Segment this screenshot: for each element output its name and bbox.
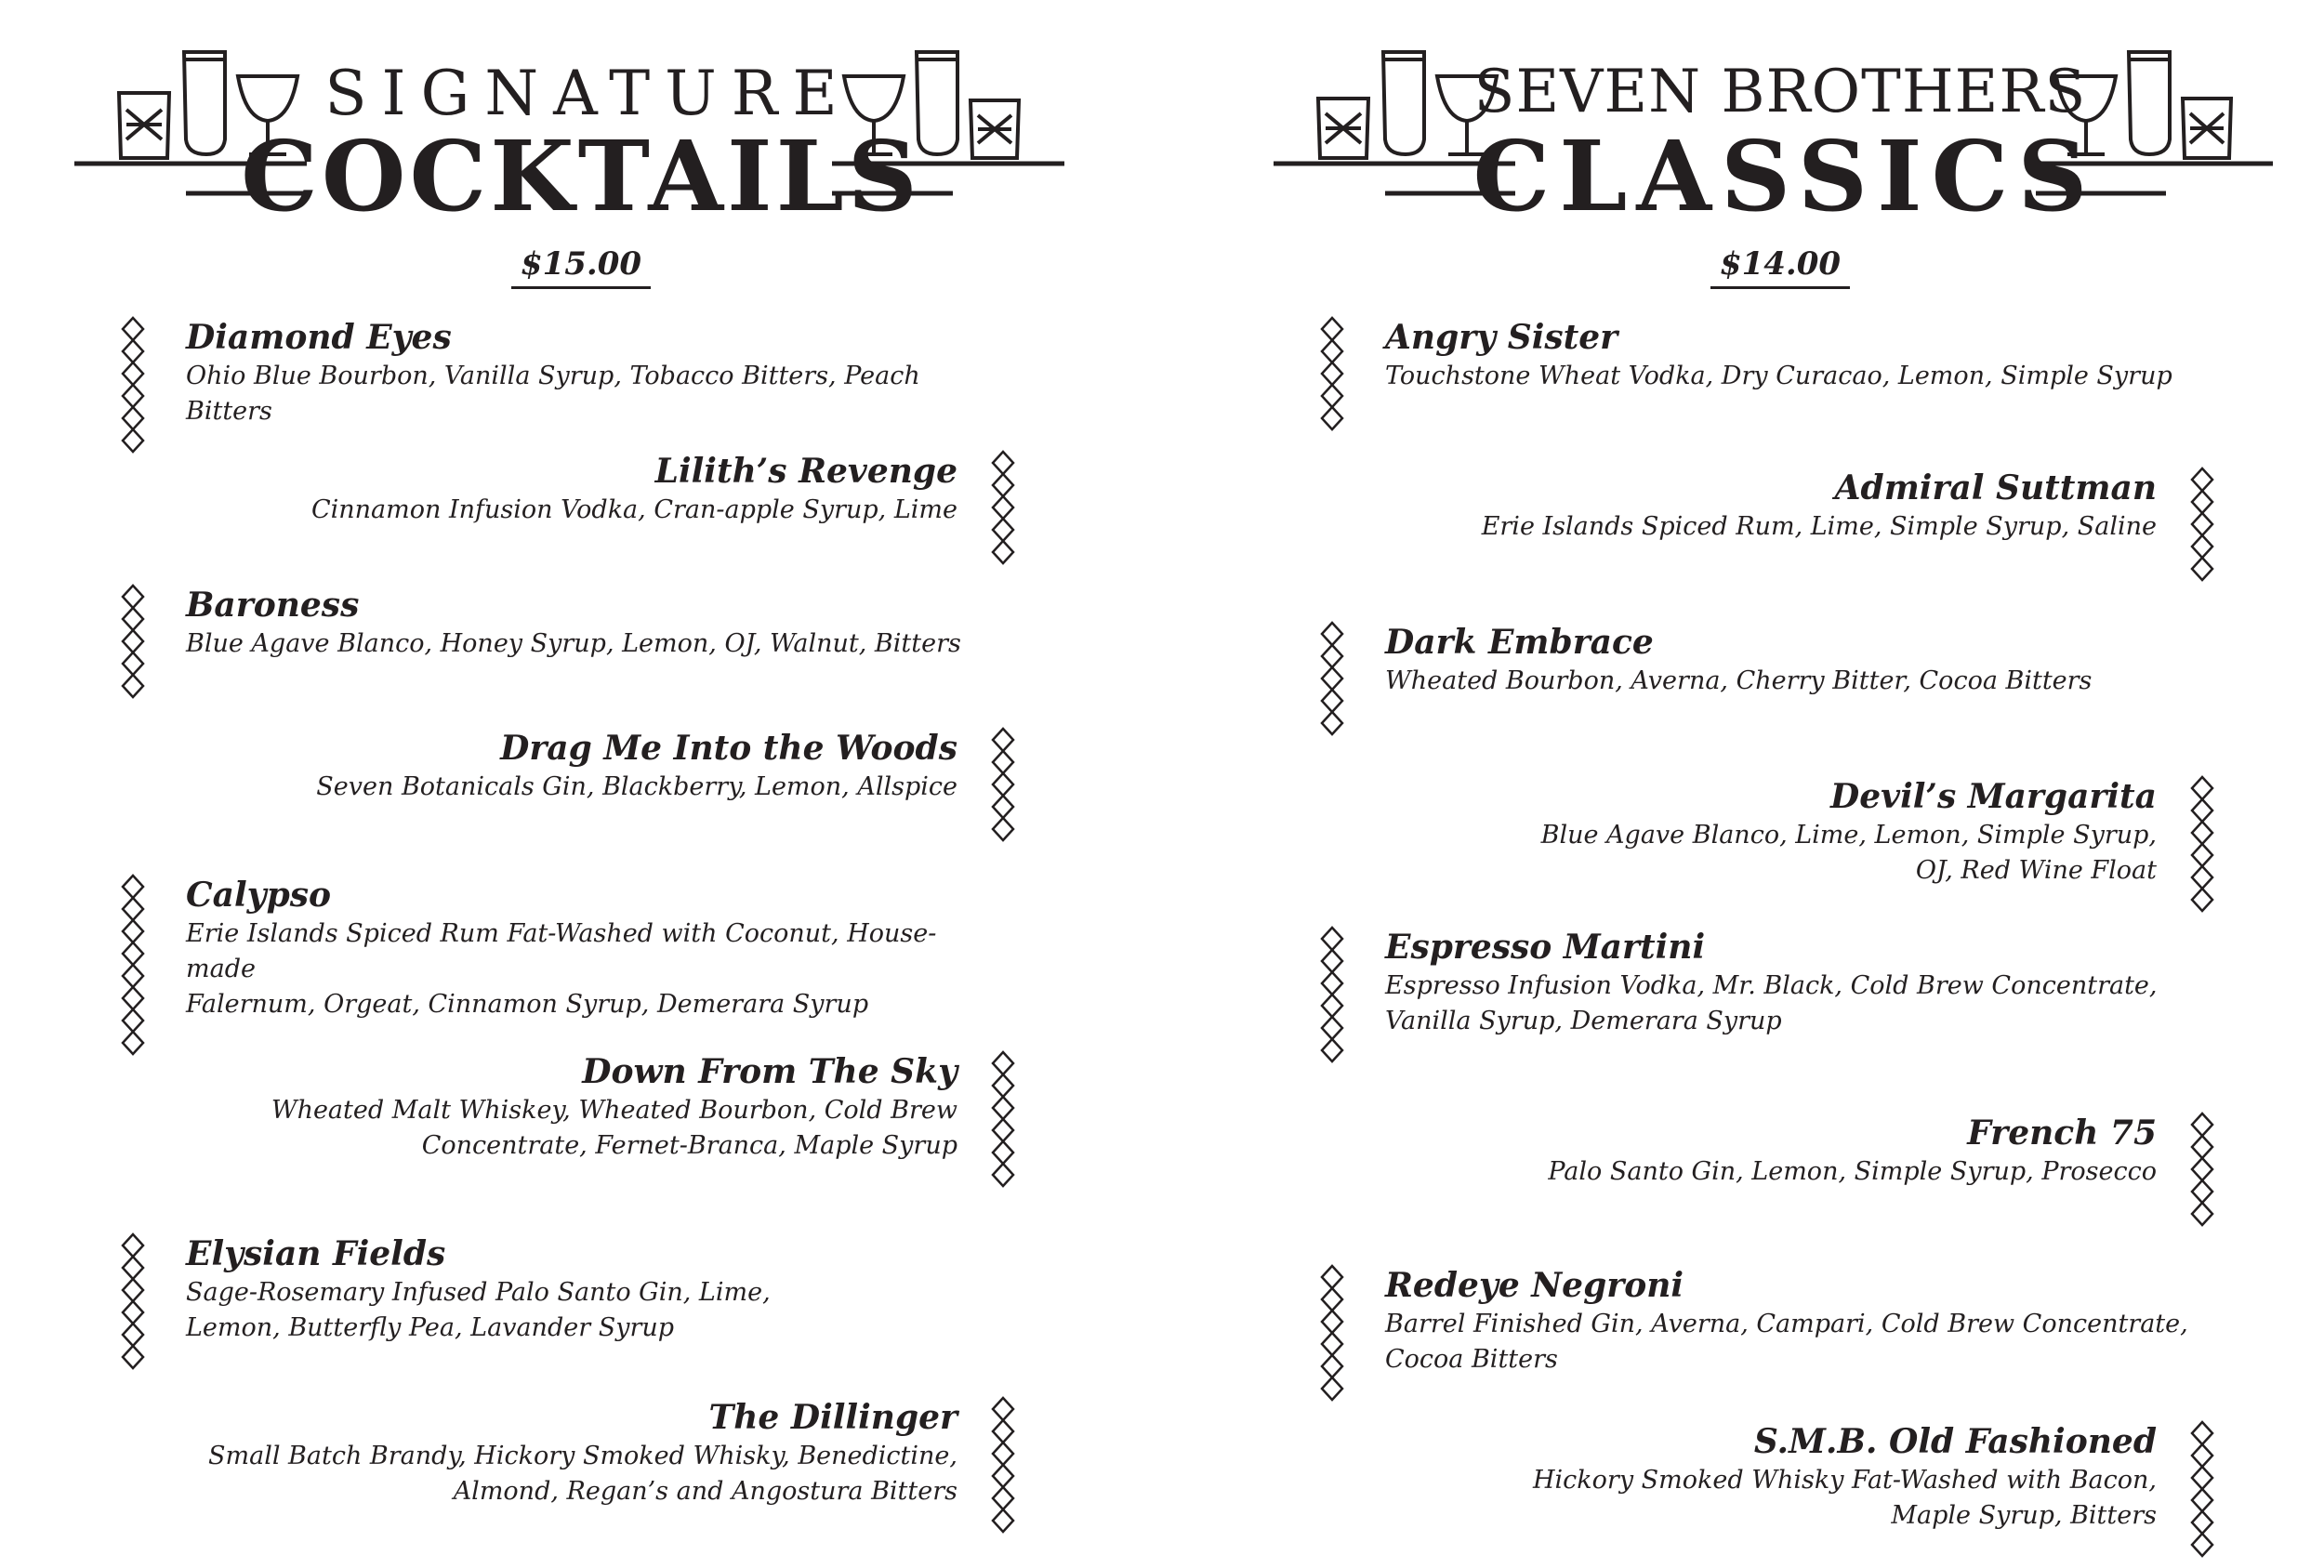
menu-item xyxy=(139,1050,957,1164)
menu-price: $15.00 xyxy=(0,245,1162,289)
item-name: S.M.B. Old Fashioned xyxy=(1753,1422,2157,1461)
menu-item xyxy=(186,584,1004,662)
menu-item xyxy=(139,450,957,528)
item-description: Palo Santo Gin, Lemon, Simple Syrup, Prosecco xyxy=(1548,1157,2157,1186)
menu-item xyxy=(186,1232,1004,1346)
item-name: Angry Sister xyxy=(1385,318,1618,357)
diamond-divider-icon xyxy=(1320,621,1344,738)
item-name: Redeye Negroni xyxy=(1385,1266,1684,1305)
diamond-divider-icon xyxy=(991,727,1015,844)
menu-item xyxy=(186,316,1004,429)
diamond-divider-icon xyxy=(121,316,145,455)
item-name: The Dillinger xyxy=(708,1398,957,1437)
item-description: Seven Botanicals Gin, Blackberry, Lemon, Allspice xyxy=(316,772,957,801)
diamond-divider-icon xyxy=(991,1396,1015,1535)
item-description: Small Batch Brandy, Hickory Smoked Whisky, Benedictine, Almond, Regan’s and Angostura Bitters xyxy=(208,1442,957,1506)
item-description: Cinnamon Infusion Vodka, Cran-apple Syrup, Lime xyxy=(310,495,957,524)
menu-item xyxy=(186,874,1004,1022)
menu-title-main: COCKTAILS xyxy=(241,119,921,233)
item-description: Wheated Bourbon, Averna, Cherry Bitter, Cocoa Bitters xyxy=(1385,666,2093,695)
menu-item xyxy=(1385,621,2203,699)
item-description: Blue Agave Blanco, Honey Syrup, Lemon, OJ, Walnut, Bitters xyxy=(186,629,961,658)
diamond-divider-icon xyxy=(121,584,145,701)
menu-item xyxy=(1339,775,2157,889)
item-description: Barrel Finished Gin, Averna, Campari, Cold Brew Concentrate, Cocoa Bitters xyxy=(1385,1310,2188,1374)
item-description: Wheated Malt Whiskey, Wheated Bourbon, Cold Brew Concentrate, Fernet-Branca, Maple Syrup xyxy=(271,1096,957,1160)
item-name: Diamond Eyes xyxy=(186,318,452,357)
menu-item xyxy=(1339,1420,2157,1534)
diamond-divider-icon xyxy=(2190,775,2214,915)
item-name: Admiral Suttman xyxy=(1834,468,2157,507)
diamond-divider-icon xyxy=(2190,1420,2214,1560)
item-name: Down From The Sky xyxy=(582,1052,957,1091)
diamond-divider-icon xyxy=(2190,467,2214,584)
menu-item xyxy=(1385,316,2203,394)
menu-item xyxy=(1385,926,2203,1039)
diamond-divider-icon xyxy=(1320,316,1344,433)
item-description: Erie Islands Spiced Rum, Lime, Simple Syrup, Saline xyxy=(1481,512,2157,541)
item-description: Sage-Rosemary Infused Palo Santo Gin, Lime, Lemon, Butterfly Pea, Lavander Syrup xyxy=(186,1278,771,1342)
menu-header xyxy=(0,0,1162,242)
diamond-divider-icon xyxy=(2190,1112,2214,1229)
menu-item xyxy=(1385,1264,2203,1377)
menu-price: $14.00 xyxy=(1199,245,2324,289)
item-name: Drag Me Into the Woods xyxy=(500,729,957,768)
item-description: Blue Agave Blanco, Lime, Lemon, Simple Syrup, OJ, Red Wine Float xyxy=(1540,821,2157,885)
item-name: Baroness xyxy=(186,586,360,625)
item-name: Calypso xyxy=(186,876,332,915)
item-description: Erie Islands Spiced Rum Fat-Washed with Coconut, House-made Falernum, Orgeat, Cinnamon Syrup, Demerara Syrup xyxy=(186,919,937,1019)
menu-item xyxy=(1339,1112,2157,1190)
diamond-divider-icon xyxy=(1320,1264,1344,1403)
menu-title-top: SEVEN BROTHERS xyxy=(1473,58,2087,126)
item-description: Espresso Infusion Vodka, Mr. Black, Cold Brew Concentrate, Vanilla Syrup, Demerara Syrup xyxy=(1385,971,2158,1035)
menu-title-main: CLASSICS xyxy=(1472,119,2097,233)
item-name: French 75 xyxy=(1967,1113,2157,1153)
item-name: Dark Embrace xyxy=(1385,623,1654,662)
item-description: Hickory Smoked Whisky Fat-Washed with Bacon, Maple Syrup, Bitters xyxy=(1533,1466,2157,1530)
diamond-divider-icon xyxy=(121,874,145,1058)
menu-header xyxy=(1199,0,2324,242)
diamond-divider-icon xyxy=(991,1050,1015,1190)
menu-title-top: SIGNATURE xyxy=(324,58,852,129)
diamond-divider-icon xyxy=(1320,926,1344,1065)
seven-brothers-classics-menu xyxy=(1199,0,2324,1568)
item-description: Ohio Blue Bourbon, Vanilla Syrup, Tobacco Bitters, Peach Bitters xyxy=(186,362,920,426)
item-name: Elysian Fields xyxy=(186,1234,446,1273)
item-name: Espresso Martini xyxy=(1385,928,1706,967)
menu-item xyxy=(1339,467,2157,545)
menu-item xyxy=(139,1396,957,1509)
diamond-divider-icon xyxy=(121,1232,145,1372)
item-name: Devil’s Margarita xyxy=(1830,777,2157,816)
item-description: Touchstone Wheat Vodka, Dry Curacao, Lemon, Simple Syrup xyxy=(1385,362,2172,390)
menu-item xyxy=(139,727,957,805)
diamond-divider-icon xyxy=(991,450,1015,567)
item-name: Lilith’s Revenge xyxy=(654,452,957,491)
